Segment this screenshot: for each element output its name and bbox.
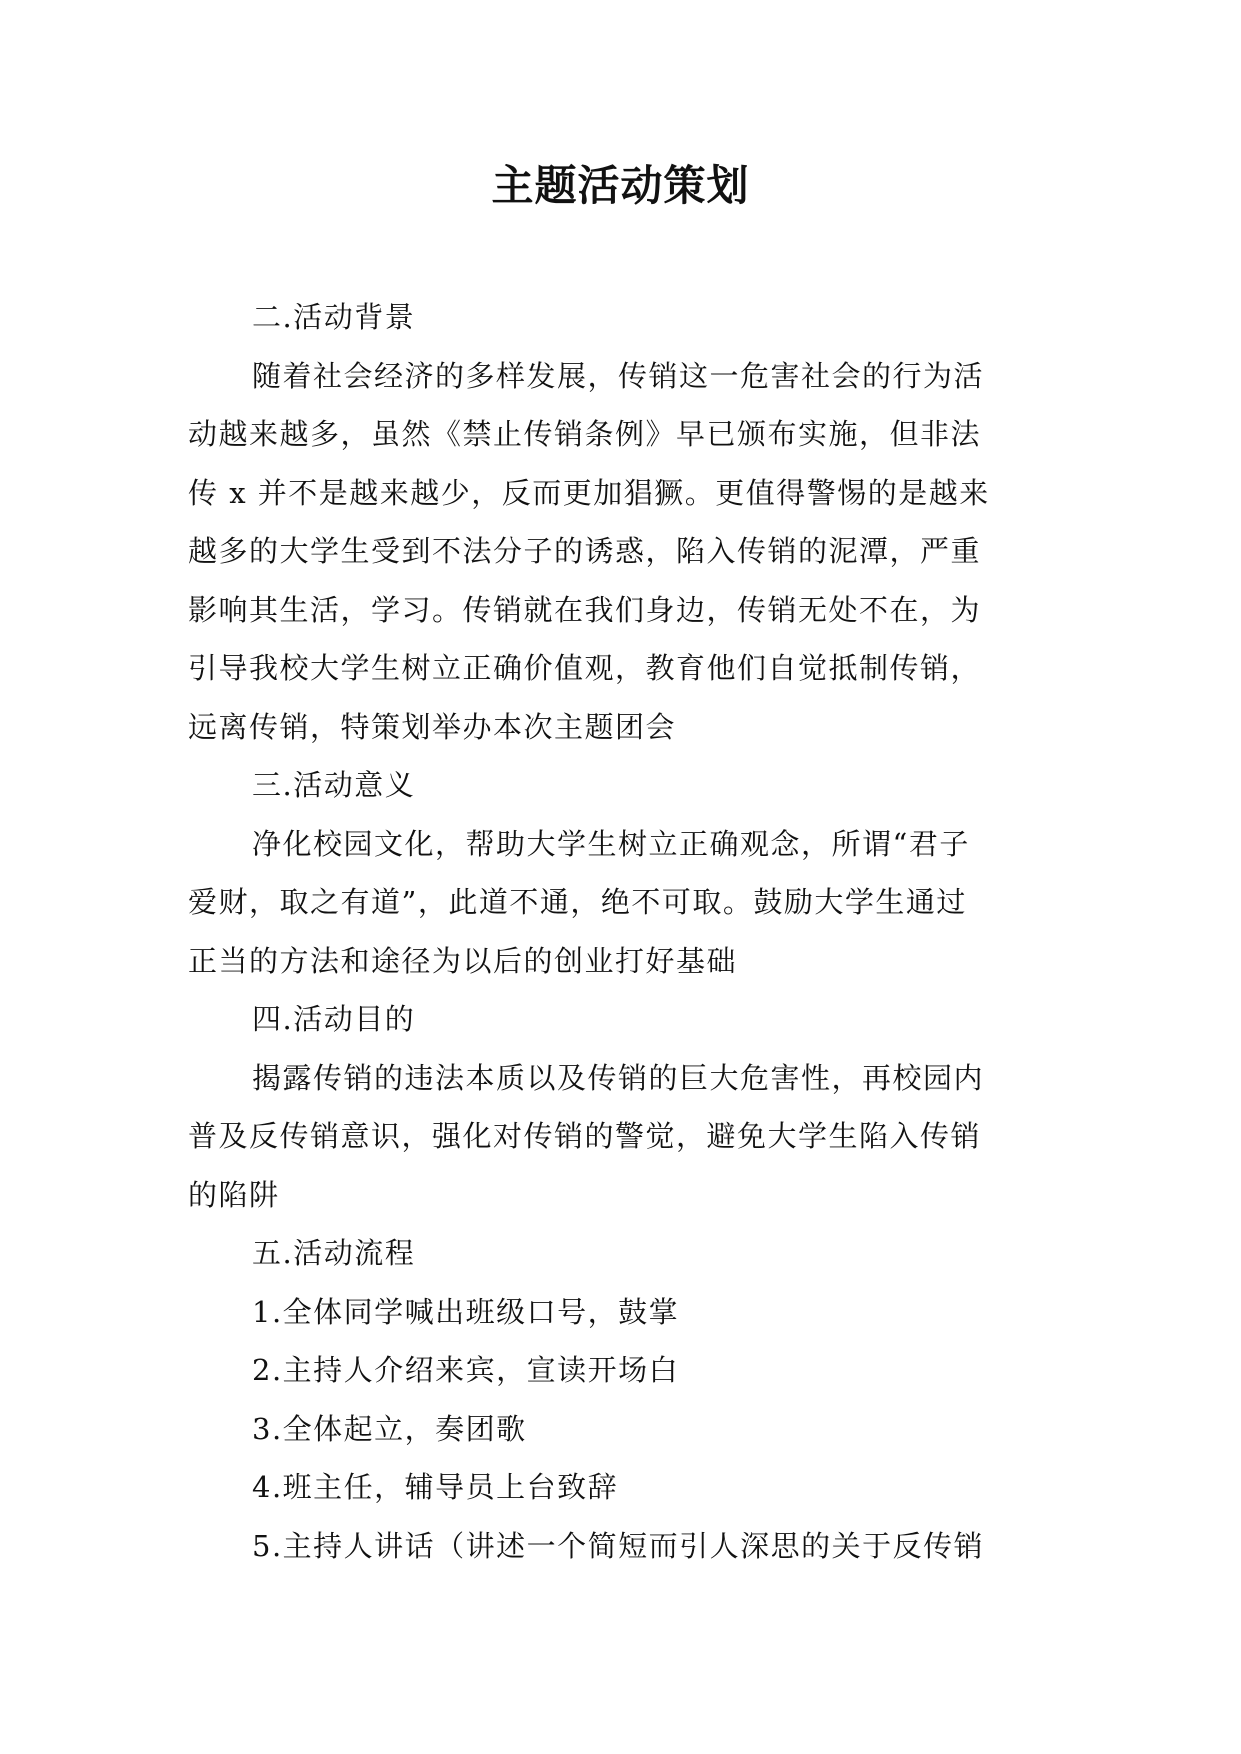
- text-line: 爱财，取之有道”，此道不通，绝不可取。鼓励大学生通过: [188, 885, 967, 919]
- text-line: 远离传销，特策划举办本次主题团会: [188, 709, 677, 744]
- document-title: 主题活动策划: [491, 161, 750, 210]
- text-line: 普及反传销意识，强化对传销的警觉，避免大学生陷入传销: [188, 1119, 982, 1153]
- text-line: 传 x 并不是越来越少，反而更加猖獗。更值得警惕的是越来: [188, 475, 990, 510]
- text-line: 5.主持人讲话（讲述一个简短而引人深思的关于反传销: [252, 1528, 985, 1563]
- text-line: 引导我校大学生树立正确价值观，教育他们自觉抵制传销，: [188, 651, 982, 685]
- text-line: 4.班主任，辅导员上台致辞: [252, 1470, 619, 1504]
- text-line: 五.活动流程: [252, 1236, 416, 1270]
- text-line: 三.活动意义: [252, 768, 416, 802]
- text-line: 正当的方法和途径为以后的创业打好基础: [188, 943, 738, 978]
- text-line: 四.活动目的: [252, 1002, 416, 1036]
- text-line: 3.全体起立，奏团歌: [252, 1411, 527, 1446]
- text-line: 的陷阱: [188, 1177, 280, 1212]
- document-body: [188, 288, 1058, 1575]
- text-line: 影响其生活，学习。传销就在我们身边，传销无处不在，为: [188, 592, 982, 627]
- text-line: 越多的大学生受到不法分子的诱惑，陷入传销的泥潭，严重: [188, 534, 982, 568]
- text-line: 揭露传销的违法本质以及传销的巨大危害性，再校园内: [252, 1060, 985, 1095]
- text-line: 随着社会经济的多样发展，传销这一危害社会的行为活: [252, 358, 985, 393]
- text-line: 1.全体同学喊出班级口号，鼓掌: [252, 1294, 680, 1329]
- text-line: 二.活动背景: [252, 300, 416, 334]
- text-line: 动越来越多，虽然《禁止传销条例》早已颁布实施，但非法: [188, 417, 982, 451]
- text-line: 2.主持人介绍来宾，宣读开场白: [252, 1353, 680, 1387]
- text-line: 净化校园文化，帮助大学生树立正确观念，所谓“君子: [252, 826, 970, 861]
